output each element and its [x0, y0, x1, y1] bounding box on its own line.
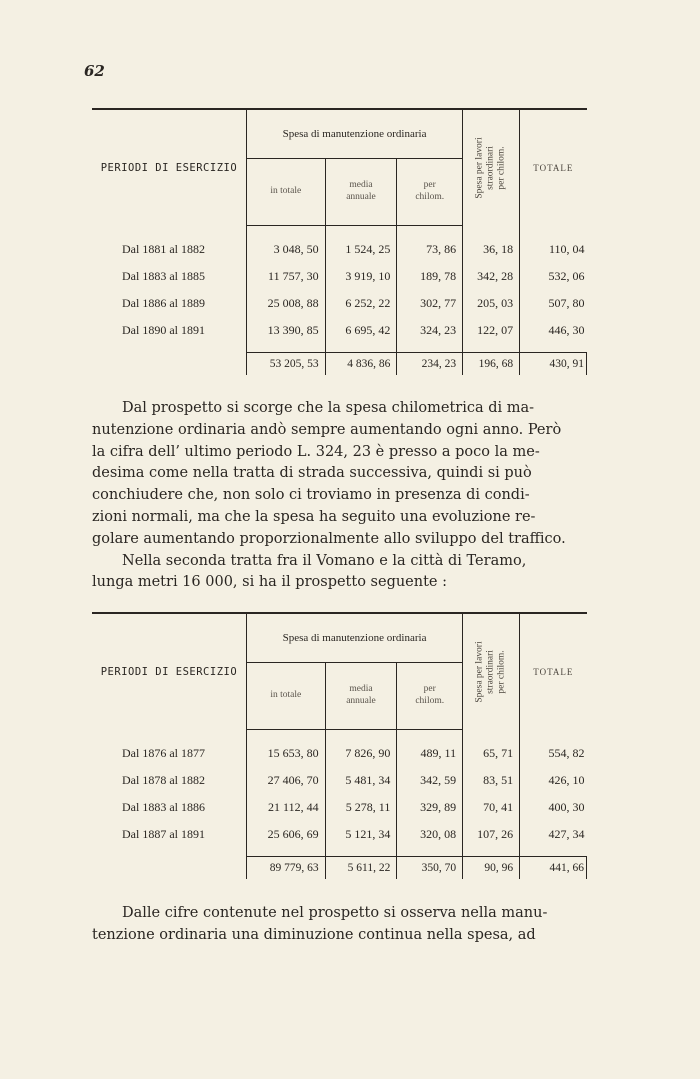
row-straord: 342, 28 [463, 263, 520, 290]
sum-totale: 53 205, 53 [246, 353, 325, 376]
sum-chilom: 350, 70 [397, 857, 463, 880]
header-straord-line3: per chilom. [496, 146, 507, 190]
text-line: tenzione ordinaria una diminuzione continua nella spesa, ad [92, 926, 536, 943]
row-chilom: 189, 78 [397, 263, 463, 290]
sum-media: 4 836, 86 [325, 353, 397, 376]
maintenance-table-first-section [92, 108, 587, 375]
totals-row [92, 353, 587, 376]
row-period: Dal 1878 al 1882 [92, 767, 246, 794]
row-media: 5 121, 34 [325, 821, 397, 857]
row-totale: 15 653, 80 [246, 740, 325, 767]
text-line: conchiudere che, non solo ci troviamo in presenza di condi- [92, 487, 530, 504]
header-straord-line2: straordinari [485, 145, 496, 190]
row-chilom: 320, 08 [397, 821, 463, 857]
row-total: 110, 04 [548, 242, 585, 256]
text-line: Dalle cifre contenute nel prospetto si osserva nella manu- [122, 905, 548, 921]
text-line: lunga metri 16 000, si ha il prospetto seguente : [92, 574, 448, 591]
row-straord: 205, 03 [463, 290, 520, 317]
row-straord: 36, 18 [463, 236, 520, 263]
header-per-chilom [397, 663, 463, 730]
header-chilom-line2: chilom. [415, 696, 445, 706]
row-total: 427, 34 [548, 827, 585, 841]
sum-total: 441, 66 [520, 857, 587, 880]
row-total: 446, 30 [548, 323, 585, 337]
row-period: Dal 1876 al 1877 [92, 740, 246, 767]
row-straord: 65, 71 [463, 740, 520, 767]
table-row [92, 740, 587, 767]
row-media: 7 826, 90 [325, 740, 397, 767]
row-period: Dal 1886 al 1889 [92, 290, 246, 317]
header-straord-line1: Spesa per lavori [474, 137, 485, 199]
row-chilom: 489, 11 [397, 740, 463, 767]
row-chilom: 324, 23 [397, 317, 463, 353]
row-media: 6 695, 42 [325, 317, 397, 353]
row-media: 1 524, 25 [325, 236, 397, 263]
row-media: 6 252, 22 [325, 290, 397, 317]
header-totale: TOTALE [520, 109, 587, 226]
row-period: Dal 1887 al 1891 [92, 821, 246, 857]
header-media-annuale [325, 159, 397, 226]
row-straord: 70, 41 [463, 794, 520, 821]
sum-chilom: 234, 23 [397, 353, 463, 376]
row-chilom: 329, 89 [397, 794, 463, 821]
sum-straord: 90, 96 [463, 857, 520, 880]
row-media: 3 919, 10 [325, 263, 397, 290]
text-line: nutenzione ordinaria andò sempre aumentando ogni anno. Però [92, 421, 562, 438]
sum-straord: 196, 68 [463, 353, 520, 376]
header-media-line1: media [349, 684, 373, 695]
text-line: Nella seconda tratta fra il Vomano e la città di Teramo, [122, 552, 527, 569]
row-chilom: 342, 59 [397, 767, 463, 794]
header-media-annuale [325, 663, 397, 730]
table-row [92, 290, 587, 317]
header-chilom-line1: per [423, 180, 436, 191]
header-spesa-straordinaria [463, 109, 520, 226]
text-line: golare aumentando proporzionalmente allo sviluppo del traffico. [92, 530, 566, 547]
totals-row [92, 857, 587, 880]
row-period: Dal 1883 al 1885 [92, 263, 246, 290]
row-totale: 25 008, 88 [246, 290, 325, 317]
header-chilom-line1: per [423, 684, 436, 695]
row-totale: 3 048, 50 [246, 236, 325, 263]
header-straord-line1: Spesa per lavori [474, 641, 485, 703]
row-totale: 13 390, 85 [246, 317, 325, 353]
row-straord: 122, 07 [463, 317, 520, 353]
header-spesa-ordinaria: Spesa di manutenzione ordinaria [246, 109, 462, 159]
text-line: zioni normali, ma che la spesa ha seguito una evoluzione re- [92, 508, 536, 525]
sum-total: 430, 91 [520, 353, 587, 376]
row-totale: 27 406, 70 [246, 767, 325, 794]
maintenance-table-second-section [92, 612, 587, 879]
table-row [92, 794, 587, 821]
header-in-totale: in totale [246, 159, 325, 226]
table-row [92, 767, 587, 794]
row-period: Dal 1881 al 1882 [92, 236, 246, 263]
table-row [92, 821, 587, 857]
header-periodi: PERIODI DI ESERCIZIO [92, 109, 246, 226]
header-per-chilom [397, 159, 463, 226]
header-media-line2: annuale [346, 696, 376, 706]
text-line: desima come nella tratta di strada successiva, quindi si può [92, 465, 532, 482]
header-totale: TOTALE [520, 613, 587, 730]
row-totale: 21 112, 44 [246, 794, 325, 821]
header-spesa-ordinaria: Spesa di manutenzione ordinaria [246, 613, 462, 663]
row-total: 507, 80 [548, 296, 585, 310]
table-row [92, 317, 587, 353]
text-line: Dal prospetto si scorge che la spesa chilometrica di ma- [122, 400, 535, 416]
row-total: 400, 30 [548, 800, 585, 814]
header-media-line1: media [349, 180, 373, 191]
row-period: Dal 1883 al 1886 [92, 794, 246, 821]
table-row [92, 263, 587, 290]
row-period: Dal 1890 al 1891 [92, 317, 246, 353]
header-spesa-straordinaria [463, 613, 520, 730]
row-straord: 107, 26 [463, 821, 520, 857]
header-straord-line2: straordinari [485, 649, 496, 694]
header-straord-line3: per chilom. [496, 650, 507, 694]
row-total: 532, 06 [548, 269, 585, 283]
page-number: 62 [84, 62, 105, 80]
row-chilom: 302, 77 [397, 290, 463, 317]
body-paragraph-second [92, 903, 590, 947]
table-row [92, 236, 587, 263]
row-chilom: 73, 86 [397, 236, 463, 263]
body-paragraph-first [92, 398, 590, 594]
row-total: 426, 10 [548, 773, 585, 787]
header-in-totale: in totale [246, 663, 325, 730]
header-periodi: PERIODI DI ESERCIZIO [92, 613, 246, 730]
row-straord: 83, 51 [463, 767, 520, 794]
sum-totale: 89 779, 63 [246, 857, 325, 880]
header-media-line2: annuale [346, 192, 376, 202]
row-totale: 25 606, 69 [246, 821, 325, 857]
row-total: 554, 82 [548, 746, 585, 760]
row-media: 5 278, 11 [325, 794, 397, 821]
text-line: la cifra dell’ ultimo periodo L. 324, 23 è presso a poco la me- [92, 443, 540, 460]
header-chilom-line2: chilom. [415, 192, 445, 202]
row-totale: 11 757, 30 [246, 263, 325, 290]
sum-media: 5 611, 22 [325, 857, 397, 880]
row-media: 5 481, 34 [325, 767, 397, 794]
